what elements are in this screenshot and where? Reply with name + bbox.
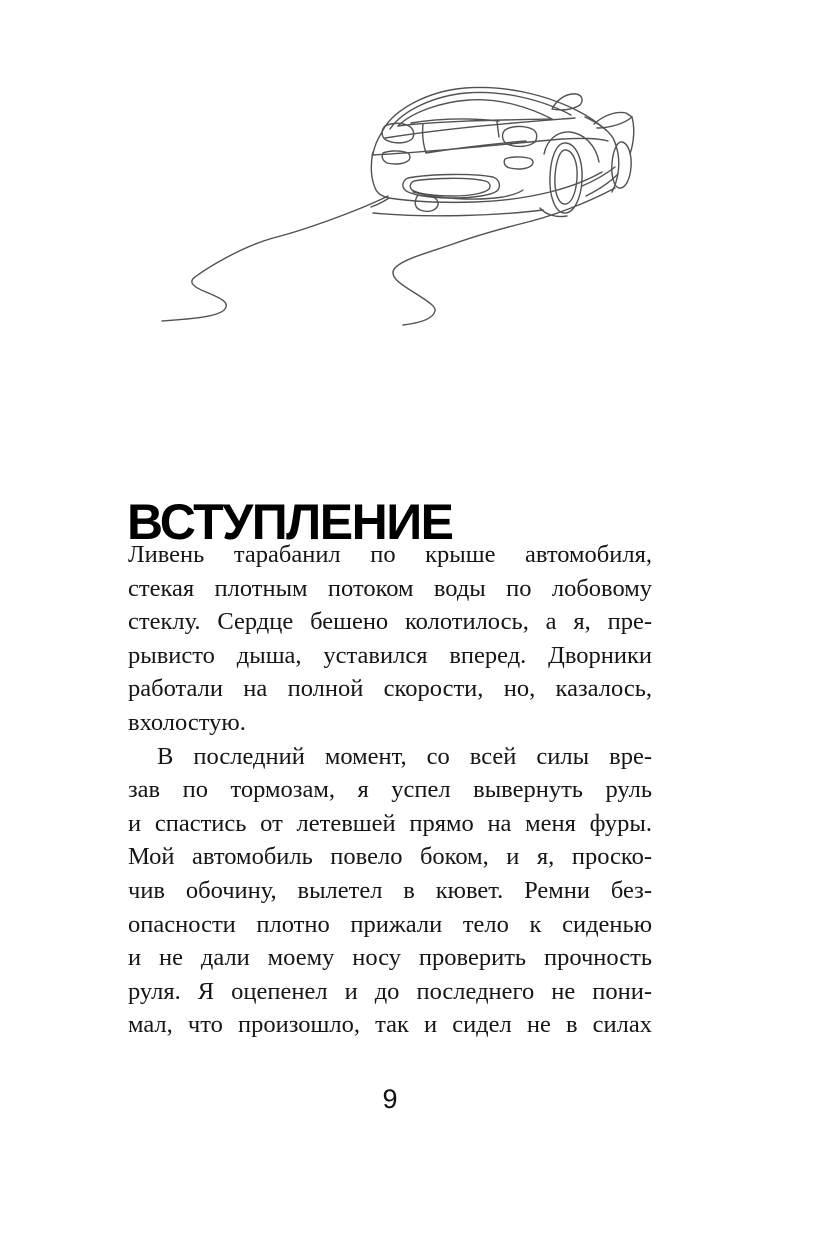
body-text-line: зав по тормозам, я успел вывернуть руль xyxy=(128,776,652,804)
body-text-line: стекая плотным потоком воды по лобовому xyxy=(128,574,652,602)
page-number: 9 xyxy=(382,1084,398,1114)
body-text-line: рывисто дыша, уставился вперед. Дворники xyxy=(128,641,652,669)
body-text-line: работали на полной скорости, но, казалось, xyxy=(128,675,652,703)
body-text-line: Мой автомобиль повело боком, и я, проско- xyxy=(128,843,652,871)
body-text-line: чив обочину, вылетел в кювет. Ремни без- xyxy=(128,876,652,904)
body-text-line: и не дали моему носу проверить прочность xyxy=(128,944,652,972)
body-text-line: опасности плотно прижали тело к сиденью xyxy=(128,910,652,938)
body-text-block xyxy=(128,538,652,1042)
body-text-line: и спастись от летевшей прямо на меня фуры. xyxy=(128,809,652,837)
body-text-line: В последний момент, со всей силы вре- xyxy=(157,742,652,770)
car-line-art-strokes xyxy=(162,87,634,325)
body-text-line: Ливень тарабанил по крыше автомобиля, xyxy=(128,541,652,568)
body-text-line: руля. Я оцепенел и до последнего не пони- xyxy=(128,977,652,1005)
body-text-line: вхолостую. xyxy=(128,708,246,736)
chapter-heading: ВСТУПЛЕНИЕ xyxy=(127,493,453,550)
car-line-art-illustration xyxy=(145,68,665,338)
body-text-line: мал, что произошло, так и сидел не в силах xyxy=(128,1011,652,1039)
body-text-line: стеклу. Сердце бешено колотилось, а я, пре- xyxy=(128,608,652,636)
